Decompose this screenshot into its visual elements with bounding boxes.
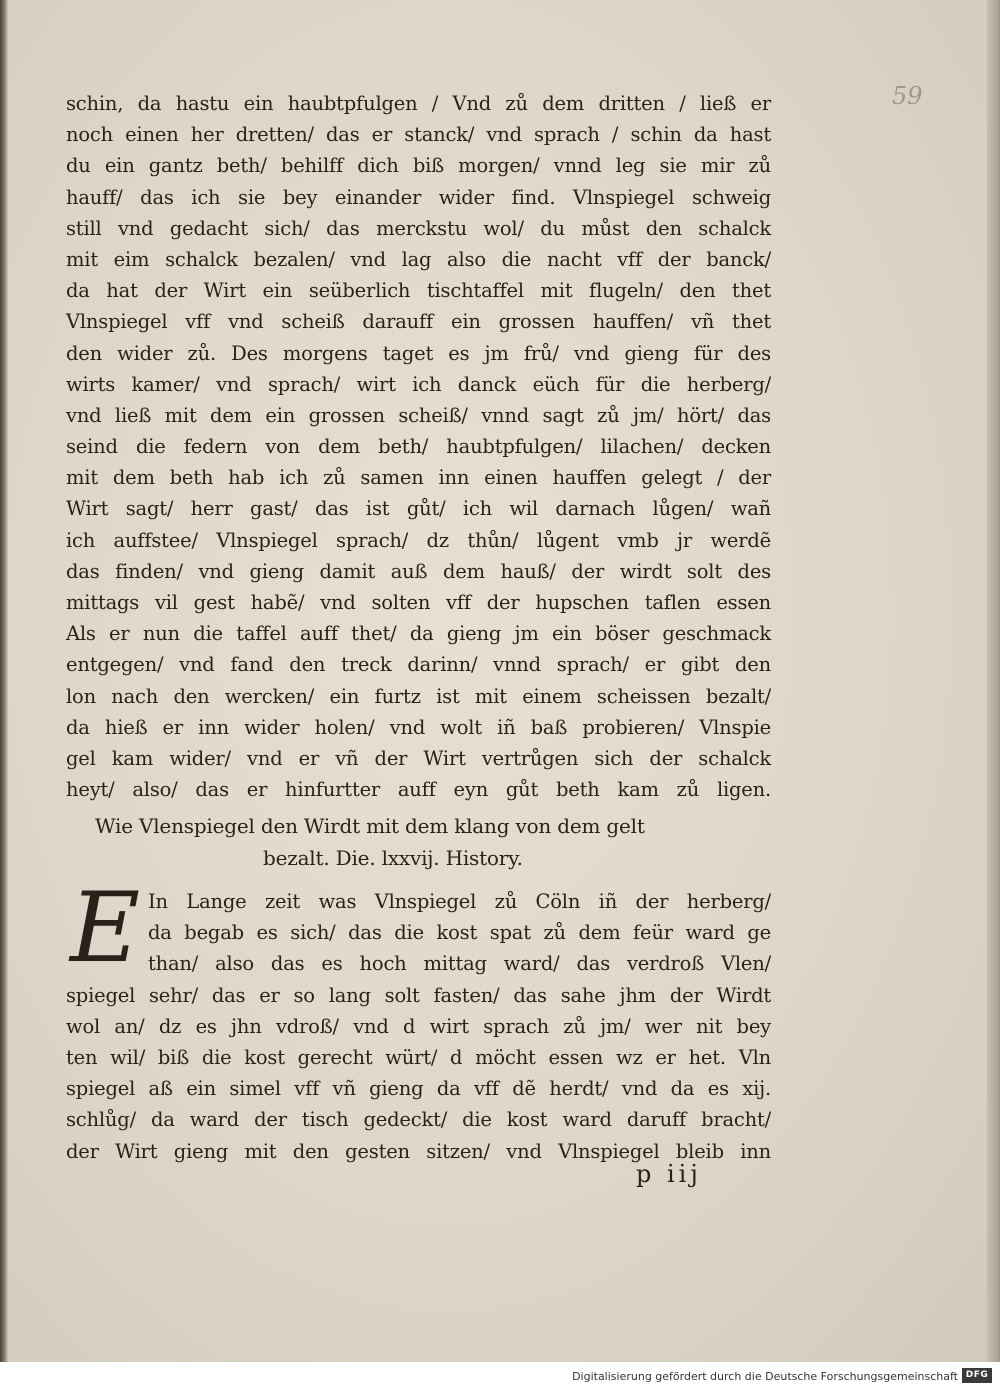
text-line: das finden/ vnd gieng damit auß dem hauß/ der wirdt solt des — [66, 559, 771, 583]
text-line: spiegel aß ein simel vff vñ gieng da vff dẽ herdt/ vnd da es xij. — [66, 1077, 771, 1101]
heading-line: bezalt. Die. lxxvij. History. — [263, 846, 523, 870]
text-line: still vnd gedacht sich/ das merckstu wol/ du můst den schalck — [66, 216, 771, 240]
text-line: wol an/ dz es jhn vdroß/ vnd d wirt sprach zů jm/ wer nit bey — [66, 1014, 771, 1038]
heading-line: Wie Vlenspiegel den Wirdt mit dem klang von dem gelt — [95, 814, 645, 838]
text-line: schlůg/ da ward der tisch gedeckt/ die kost ward daruff bracht/ — [66, 1108, 771, 1132]
text-line: ten wil/ biß die kost gerecht würt/ d möcht essen wz er het. Vln — [66, 1045, 771, 1069]
text-line: entgegen/ vnd fand den treck darinn/ vnnd sprach/ er gibt den — [66, 653, 771, 677]
signature-mark: p iij — [636, 1160, 702, 1188]
text-line: da hat der Wirt ein seüberlich tischtaffel mit flugeln/ den thet — [66, 279, 771, 303]
text-line: vnd ließ mit dem ein grossen scheiß/ vnnd sagt zů jm/ hört/ das — [66, 403, 771, 427]
text-line: Wirt sagt/ herr gast/ das ist gůt/ ich wil darnach lůgen/ wañ — [66, 497, 771, 521]
text-line: Als er nun die taffel auff thet/ da gieng jm ein böser geschmack — [66, 622, 771, 646]
text-line: noch einen her dretten/ das er stanck/ vnd sprach / schin da hast — [66, 123, 771, 147]
text-line: da hieß er inn wider holen/ vnd wolt iñ baß probieren/ Vlnspie — [66, 715, 771, 739]
text-line: than/ also das es hoch mittag ward/ das verdroß Vlen/ — [148, 952, 771, 976]
text-line: mit dem beth hab ich zů samen inn einen hauffen gelegt / der — [66, 466, 771, 490]
chapter-heading — [95, 810, 745, 874]
text-line: In Lange zeit was Vlnspiegel zů Cöln iñ der herberg/ — [148, 890, 771, 913]
text-line: mit eim schalck bezalen/ vnd lag also die nacht vff der banck/ — [66, 247, 771, 271]
text-line: Vlnspiegel vff vnd scheiß darauff ein grossen hauffen/ vñ thet — [66, 310, 771, 334]
footer-bar — [0, 1362, 1000, 1389]
chapter-text — [66, 872, 771, 1167]
text-line: lon nach den wercken/ ein furtz ist mit einem scheissen bezalt/ — [66, 684, 771, 708]
text-line: gel kam wider/ vnd er vñ der Wirt vertrůgen sich der schalck — [66, 746, 771, 770]
text-line: hauff/ das ich sie bey einander wider find. Vlnspiegel schweig — [66, 185, 771, 209]
page-edge — [987, 0, 999, 1362]
text-line: schin, da hastu ein haubtpfulgen / Vnd zů dem dritten / ließ er — [66, 92, 771, 115]
dfg-logo: DFG — [962, 1368, 992, 1383]
text-line: der Wirt gieng mit den gesten sitzen/ vnd Vlnspiegel bleib inn — [66, 1139, 771, 1163]
text-line: du ein gantz beth/ behilff dich biß morgen/ vnnd leg sie mir zů — [66, 154, 771, 178]
binding-edge — [0, 0, 8, 1362]
text-line: spiegel sehr/ das er so lang solt fasten/ das sahe jhm der Wirdt — [66, 983, 771, 1007]
text-line: mittags vil gest habẽ/ vnd solten vff der hupschen taflen essen — [66, 591, 771, 614]
text-line: seind die federn von dem beth/ haubtpfulgen/ lilachen/ decken — [66, 435, 771, 459]
text-line: heyt/ also/ das er hinfurtter auff eyn gůt beth kam zů ligen. — [66, 778, 771, 802]
funding-credit: Digitalisierung gefördert durch die Deutsche Forschungsgemeinschaft — [572, 1370, 958, 1383]
drop-cap: E — [69, 872, 141, 984]
folio-number: 59 — [892, 82, 923, 110]
text-line: wirts kamer/ vnd sprach/ wirt ich danck eüch für die herberg/ — [66, 372, 771, 396]
body-text — [66, 88, 771, 805]
text-line: den wider zů. Des morgens taget es jm frů/ vnd gieng für des — [66, 341, 771, 365]
text-line: da begab es sich/ das die kost spat zů dem feür ward ge — [148, 921, 771, 945]
text-line: ich auffstee/ Vlnspiegel sprach/ dz thůn/ lůgent vmb jr werdẽ — [66, 528, 771, 552]
